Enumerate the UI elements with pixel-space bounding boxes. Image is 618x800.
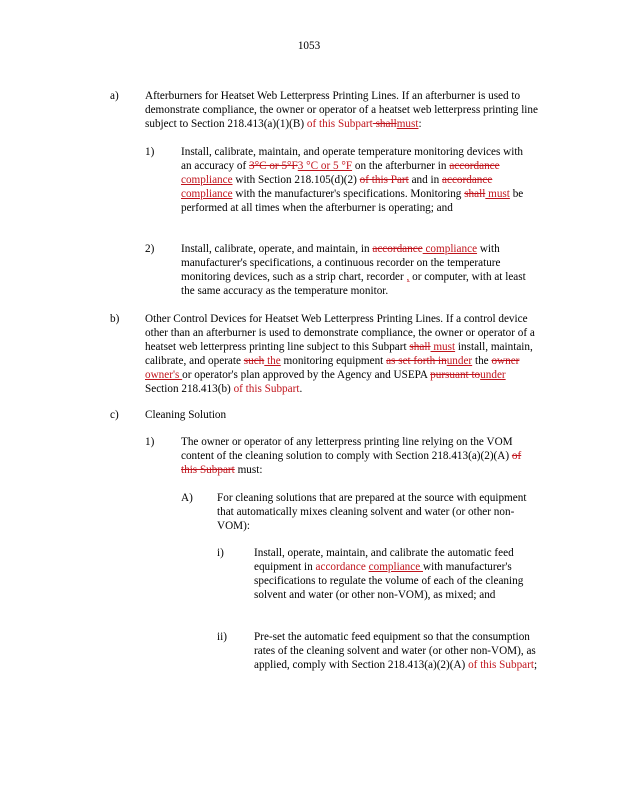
section-c1ai-text <box>254 546 539 602</box>
section-c1aii-text <box>254 630 539 672</box>
text-run: install, maintain, calibrate, and operate <box>145 341 533 367</box>
inserted-text: 3 °C or 5 °F <box>297 160 353 172</box>
text-run: Install, operate, maintain, and calibrate the automatic feed equipment in <box>254 547 514 573</box>
section-c-label: c) <box>110 409 119 421</box>
deleted-text: of this Subpart <box>181 450 522 476</box>
section-a-label: a) <box>110 90 119 102</box>
revised-text: of this Subpart <box>233 383 300 395</box>
section-c1-text <box>181 435 533 477</box>
section-c1a-text <box>217 491 539 533</box>
section-c1a-label: A) <box>181 492 193 504</box>
inserted-text: , <box>406 271 410 283</box>
text-run: on the afterburner in <box>352 160 450 172</box>
inserted-text: owner's <box>145 369 183 381</box>
text-run: For cleaning solutions that are prepared at the source with equipment that automatically mixes cleaning solvent and water (or other non-VOM): <box>217 492 527 532</box>
inserted-text: compliance <box>181 174 233 186</box>
inserted-text: compliance <box>368 561 423 573</box>
section-b-text <box>145 312 541 396</box>
inserted-text: compliance <box>181 188 233 200</box>
text-run: Other Control Devices for Heatset Web Letterpress Printing Lines. If a control device other than an afterburner is used to demonstrate compliance, the owner or operator of a heatset web letterpress printing line subject to this Subpart <box>145 313 535 353</box>
text-run: with manufacturer's specifications, a continuous recorder on the temperature monitoring devices, such as a strip chart, recorder <box>181 243 501 283</box>
text-run: with manufacturer's specifications to regulate the volume of each of the cleaning solvent and water (or other non-VOM), as mixed; and <box>254 561 524 601</box>
inserted-text: compliance <box>422 243 478 255</box>
inserted-text: must <box>430 341 456 353</box>
text-run: : <box>418 118 422 130</box>
deleted-text: shall <box>409 341 431 353</box>
deleted-text: accordance <box>442 174 493 186</box>
text-run: Pre-set the automatic feed equipment so that the consumption rates of the cleaning solvent and water (or other non-VOM), as applied, comply with Section 218.413(a)(2)(A) <box>254 631 536 671</box>
deleted-text: pursuant to <box>430 369 481 381</box>
inserted-text: must <box>485 188 510 200</box>
text-run: Install, calibrate, maintain, and operate temperature monitoring devices with an accuracy of <box>181 146 524 172</box>
text-run: or computer, with at least the same accuracy as the temperature monitor. <box>181 271 526 297</box>
text-run: the <box>472 355 492 367</box>
text-run: with the manufacturer's specifications. Monitoring <box>232 188 465 200</box>
section-c1-label: 1) <box>145 436 155 448</box>
section-c1aii-label: ii) <box>217 631 227 643</box>
revised-text: of this Subpart <box>468 659 534 671</box>
deleted-text: shall <box>372 118 397 130</box>
inserted-text: under <box>480 369 506 381</box>
section-c1ai-label: i) <box>217 547 224 559</box>
inserted-text: under <box>446 355 473 367</box>
section-a-text <box>145 89 545 131</box>
section-a1-label: 1) <box>145 146 155 158</box>
deleted-text: such <box>243 355 265 367</box>
deleted-text: owner <box>491 355 520 367</box>
deleted-text: accordance <box>372 243 423 255</box>
text-run: be performed at all times when the afterburner is operating; and <box>181 188 524 214</box>
text-run: Afterburners for Heatset Web Letterpress Printing Lines. If an afterburner is used to demonstrate compliance, the owner or operator of a heatset web letterpress printing line subject to Section 218.413(a)(1)(B) <box>145 90 538 130</box>
text-run: and in <box>408 174 443 186</box>
section-a1-text <box>181 145 533 215</box>
section-a2-label: 2) <box>145 243 155 255</box>
text-run: monitoring equipment <box>280 355 387 367</box>
deleted-text: shall <box>464 188 486 200</box>
revised-text: accordance <box>315 561 366 573</box>
text-run: Section 218.413(b) <box>145 383 234 395</box>
deleted-text: 3°C or 5°F <box>249 160 298 172</box>
section-a2-text <box>181 242 533 298</box>
section-b-label: b) <box>110 313 120 325</box>
deleted-text: of this Part <box>359 174 409 186</box>
text-run: Install, calibrate, operate, and maintain, in <box>181 243 373 255</box>
inserted-text: must <box>396 118 419 130</box>
revised-text: of this Subpart <box>306 118 373 130</box>
section-c-heading: Cleaning Solution <box>145 409 227 421</box>
inserted-text: the <box>264 355 281 367</box>
text-run: or operator's plan approved by the Agency and USEPA <box>182 369 431 381</box>
deleted-text: as set forth in <box>386 355 447 367</box>
text-run: . <box>299 383 303 395</box>
text-run: The owner or operator of any letterpress printing line relying on the VOM content of the cleaning solution to comply with Section 218.413(a)(2)(A) <box>181 436 513 462</box>
text-run: with Section 218.105(d)(2) <box>232 174 360 186</box>
deleted-text: accordance <box>449 160 500 172</box>
text-run: ; <box>533 659 538 671</box>
page-number: 1053 <box>297 40 321 52</box>
text-run: must: <box>234 464 263 476</box>
